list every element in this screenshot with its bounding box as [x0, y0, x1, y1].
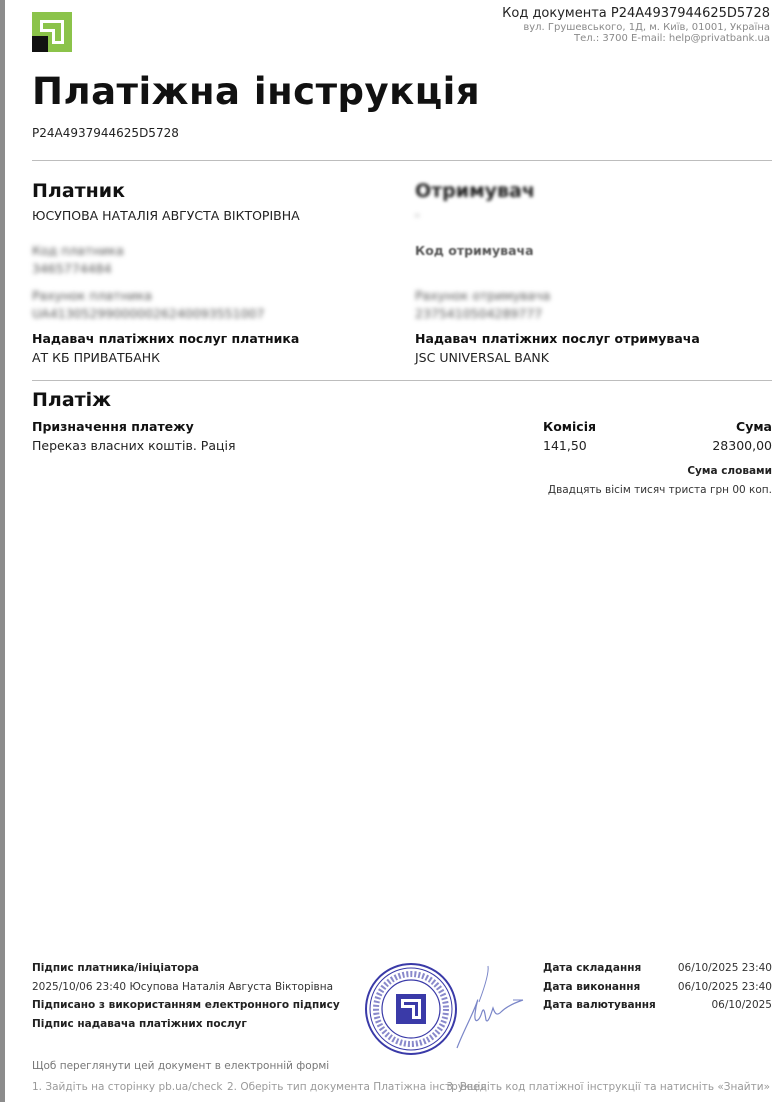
handwritten-signature-icon	[455, 962, 530, 1054]
amount-label: Сума	[736, 419, 772, 434]
payment-heading: Платіж	[32, 389, 112, 411]
footer-step-3: 3. Введіть код платіжної інструкції та натисніть «Знайти»	[446, 1081, 770, 1093]
amount-words-label: Сума словами	[687, 465, 772, 477]
privatbank-logo-icon	[32, 12, 72, 52]
recipient-account-value: 2375410504289777	[415, 306, 543, 321]
date-executed-label: Дата виконання	[543, 981, 641, 993]
commission-value: 141,50	[543, 438, 587, 453]
payer-code-value: 3465774484	[32, 261, 112, 276]
recipient-name: -	[415, 207, 420, 222]
recipient-provider-value: JSC UNIVERSAL BANK	[415, 350, 549, 365]
date-executed-value: 06/10/2025 23:40	[677, 981, 772, 993]
divider	[32, 380, 772, 381]
recipient-code-label: Код отримувача	[415, 243, 534, 258]
payer-provider-label: Надавач платіжних послуг платника	[32, 331, 300, 346]
footer-step-1: 1. Зайдіть на сторінку pb.ua/check	[32, 1081, 223, 1093]
payer-account-label: Рахунок платника	[32, 288, 152, 303]
recipient-heading: Отримувач	[415, 180, 535, 202]
purpose-label: Призначення платежу	[32, 419, 194, 434]
recipient-account-label: Рахунок отримувача	[415, 288, 551, 303]
divider	[32, 160, 772, 161]
amount-value: 28300,00	[712, 438, 772, 453]
payer-heading: Платник	[32, 180, 125, 202]
page-edge	[0, 0, 5, 1102]
date-created-label: Дата складання	[543, 962, 642, 974]
page-title: Платіжна інструкція	[32, 70, 481, 113]
initiator-signature-value: 2025/10/06 23:40 Юсупова Наталія Августа Вікторівна	[32, 981, 334, 993]
payer-account-value: UA413052990000026240093551007	[32, 306, 265, 321]
footer-intro: Щоб переглянути цей документ в електронній формі	[32, 1060, 330, 1072]
provider-signature-label: Підпис надавача платіжних послуг	[32, 1018, 247, 1030]
date-value-value: 06/10/2025	[711, 999, 772, 1011]
bank-stamp-icon	[364, 962, 458, 1056]
contact-line: Тел.: 3700 E-mail: help@privatbank.ua	[574, 33, 770, 44]
initiator-signature-label: Підпис платника/ініціатора	[32, 962, 199, 974]
header-doc-code: Код документа P24A4937944625D5728	[502, 6, 770, 21]
amount-words-value: Двадцять вісім тисяч триста грн 00 коп.	[547, 484, 772, 496]
purpose-value: Переказ власних коштів. Рація	[32, 438, 236, 453]
header-address	[523, 22, 770, 44]
esign-label: Підписано з використанням електронного підпису	[32, 999, 340, 1011]
footer-step-2: 2. Оберіть тип документа Платіжна інструкція	[227, 1081, 487, 1093]
document-id: P24A4937944625D5728	[32, 126, 179, 140]
payer-code-label: Код платника	[32, 243, 124, 258]
commission-label: Комісія	[543, 419, 597, 434]
address-line: вул. Грушевського, 1Д, м. Київ, 01001, Україна	[523, 22, 770, 33]
recipient-provider-label: Надавач платіжних послуг отримувача	[415, 331, 700, 346]
date-value-label: Дата валютування	[543, 999, 656, 1011]
date-created-value: 06/10/2025 23:40	[677, 962, 772, 974]
payer-name: ЮСУПОВА НАТАЛІЯ АВГУСТА ВІКТОРІВНА	[32, 208, 300, 223]
payer-provider-value: АТ КБ ПРИВАТБАНК	[32, 350, 161, 365]
